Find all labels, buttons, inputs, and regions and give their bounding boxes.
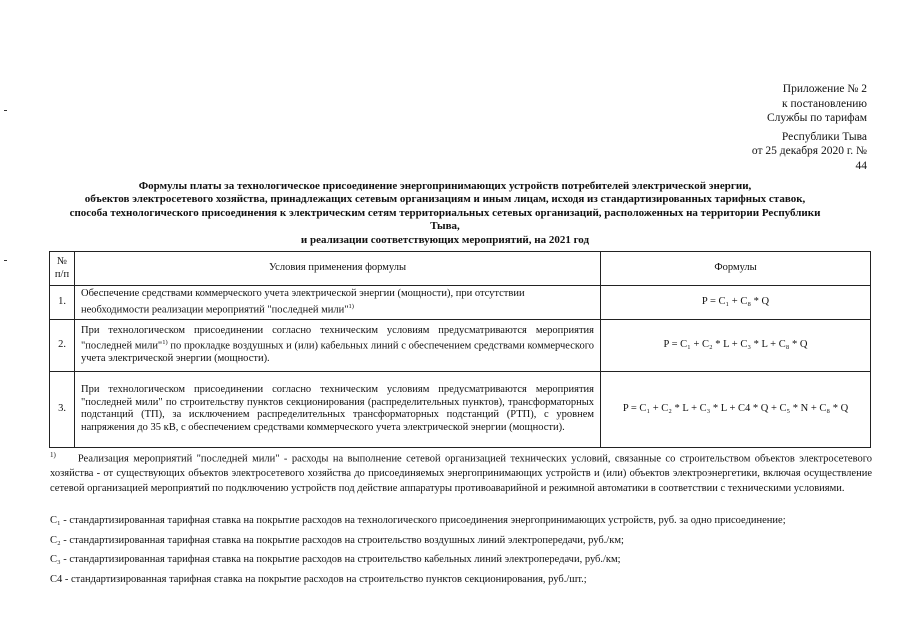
footnote-text: Реализация мероприятий "последней мили" - расходы на выполнение сетевой организацией технических условий, связанные со строительством объектов электросетевого хозяйства - от существующих объектов электросетевого хозяйства до присоединяемых энергопринимающих устройств и (или) объектов электроэнергетики, включая осуществление сетевой организацией мероприятий по подключению устройств под действие аппаратуры противоаварийной и режимной автоматики в соответствии с техническими условиями. xyxy=(50,453,872,494)
table-row xyxy=(50,286,871,320)
row-num: 1. xyxy=(50,286,75,320)
row-num: 2. xyxy=(50,319,75,371)
definition-item: C₁ - стандартизированная тарифная ставка на покрытие расходов на технологического присоединения энергопринимающих устройств, руб. за одно присоединение; xyxy=(50,515,786,526)
row-condition xyxy=(75,319,601,371)
footnote-ref: 1) xyxy=(162,339,168,347)
document-title xyxy=(40,180,850,247)
condition-text: Обеспечение средствами коммерческого учета электрической энергии (мощности), при отсутствии необходимости реализации мероприятий "последней мили" xyxy=(81,288,525,316)
title-line: и реализации соответствующих мероприятий, на 2021 год xyxy=(300,233,590,246)
row-condition: При технологическом присоединении согласно техническим условиям предусматриваются мероприятия "последней мили" по строительству пунктов секционирования (распределительных пунктов), трансформаторных подстанций (ТП), за исключением распределительных трансформаторных подстанций (РТП), с уровнем напряжения до 35 кВ, с обеспечением средствами коммерческого учета электрической энергии (мощности). xyxy=(75,371,601,447)
margin-mark xyxy=(4,110,7,111)
row-num: 3. xyxy=(50,371,75,447)
appendix-line: Службы по тарифам xyxy=(766,112,867,124)
footnote xyxy=(50,448,872,496)
definition-item: C4 - стандартизированная тарифная ставка на покрытие расходов на строительство пунктов секционирования, руб./шт.; xyxy=(50,573,587,585)
table-row xyxy=(50,319,871,371)
title-line: объектов электросетевого хозяйства, принадлежащих сетевым организациям и иным лицам, исходя из стандартизированных тарифных ставок, xyxy=(84,193,806,206)
header-formula: Формулы xyxy=(601,252,871,286)
appendix-line: от 25 декабря 2020 г. № xyxy=(751,145,867,157)
appendix-header xyxy=(752,82,867,173)
margin-mark xyxy=(4,260,7,261)
appendix-line: Приложение № 2 xyxy=(782,83,867,95)
table-row xyxy=(50,371,871,447)
title-line: способа технологического присоединения к электрическим сетям территориальных сетевых организаций, расположенных на территории Республики xyxy=(69,206,821,219)
header-num: № п/п xyxy=(50,252,75,286)
definition-item: C₂ - стандартизированная тарифная ставка на покрытие расходов на строительство воздушных линий электропередачи, руб./км; xyxy=(50,534,624,546)
formulas-table xyxy=(49,251,871,448)
appendix-line: Республики Тыва xyxy=(781,130,867,143)
row-condition xyxy=(75,286,601,320)
appendix-line: к постановлению xyxy=(782,97,867,110)
condition-text: При технологическом присоединении согласно техническим условиям предусматриваются мероприятия "последней мили" xyxy=(81,324,594,352)
title-line: Тыва, xyxy=(430,220,460,233)
condition-text: по прокладке воздушных и (или) кабельных линий с обеспечением средствами коммерческого учета электрической энергии (мощности). xyxy=(81,340,594,365)
row-formula: P = C₁ + C₈ * Q xyxy=(601,286,871,320)
definition-item: C₃ - стандартизированная тарифная ставка на покрытие расходов на строительство кабельных линий электропередачи, руб./км; xyxy=(50,554,621,566)
footnote-marker: 1) xyxy=(50,451,56,459)
definitions xyxy=(50,514,872,592)
footnote-ref: 1) xyxy=(348,302,354,310)
title-line: Формулы платы за технологическое присоединение энергопринимающих устройств потребителей электрической энергии, xyxy=(138,180,752,192)
row-formula: P = C₁ + C₂ * L + C₃ * L + C4 * Q + C₅ * N + C₈ * Q xyxy=(601,371,871,447)
appendix-line: 44 xyxy=(855,159,867,172)
row-formula: P = C₁ + C₂ * L + C₃ * L + C₈ * Q xyxy=(601,319,871,371)
header-condition: Условия применения формулы xyxy=(75,252,601,286)
table-header-row xyxy=(50,252,871,286)
